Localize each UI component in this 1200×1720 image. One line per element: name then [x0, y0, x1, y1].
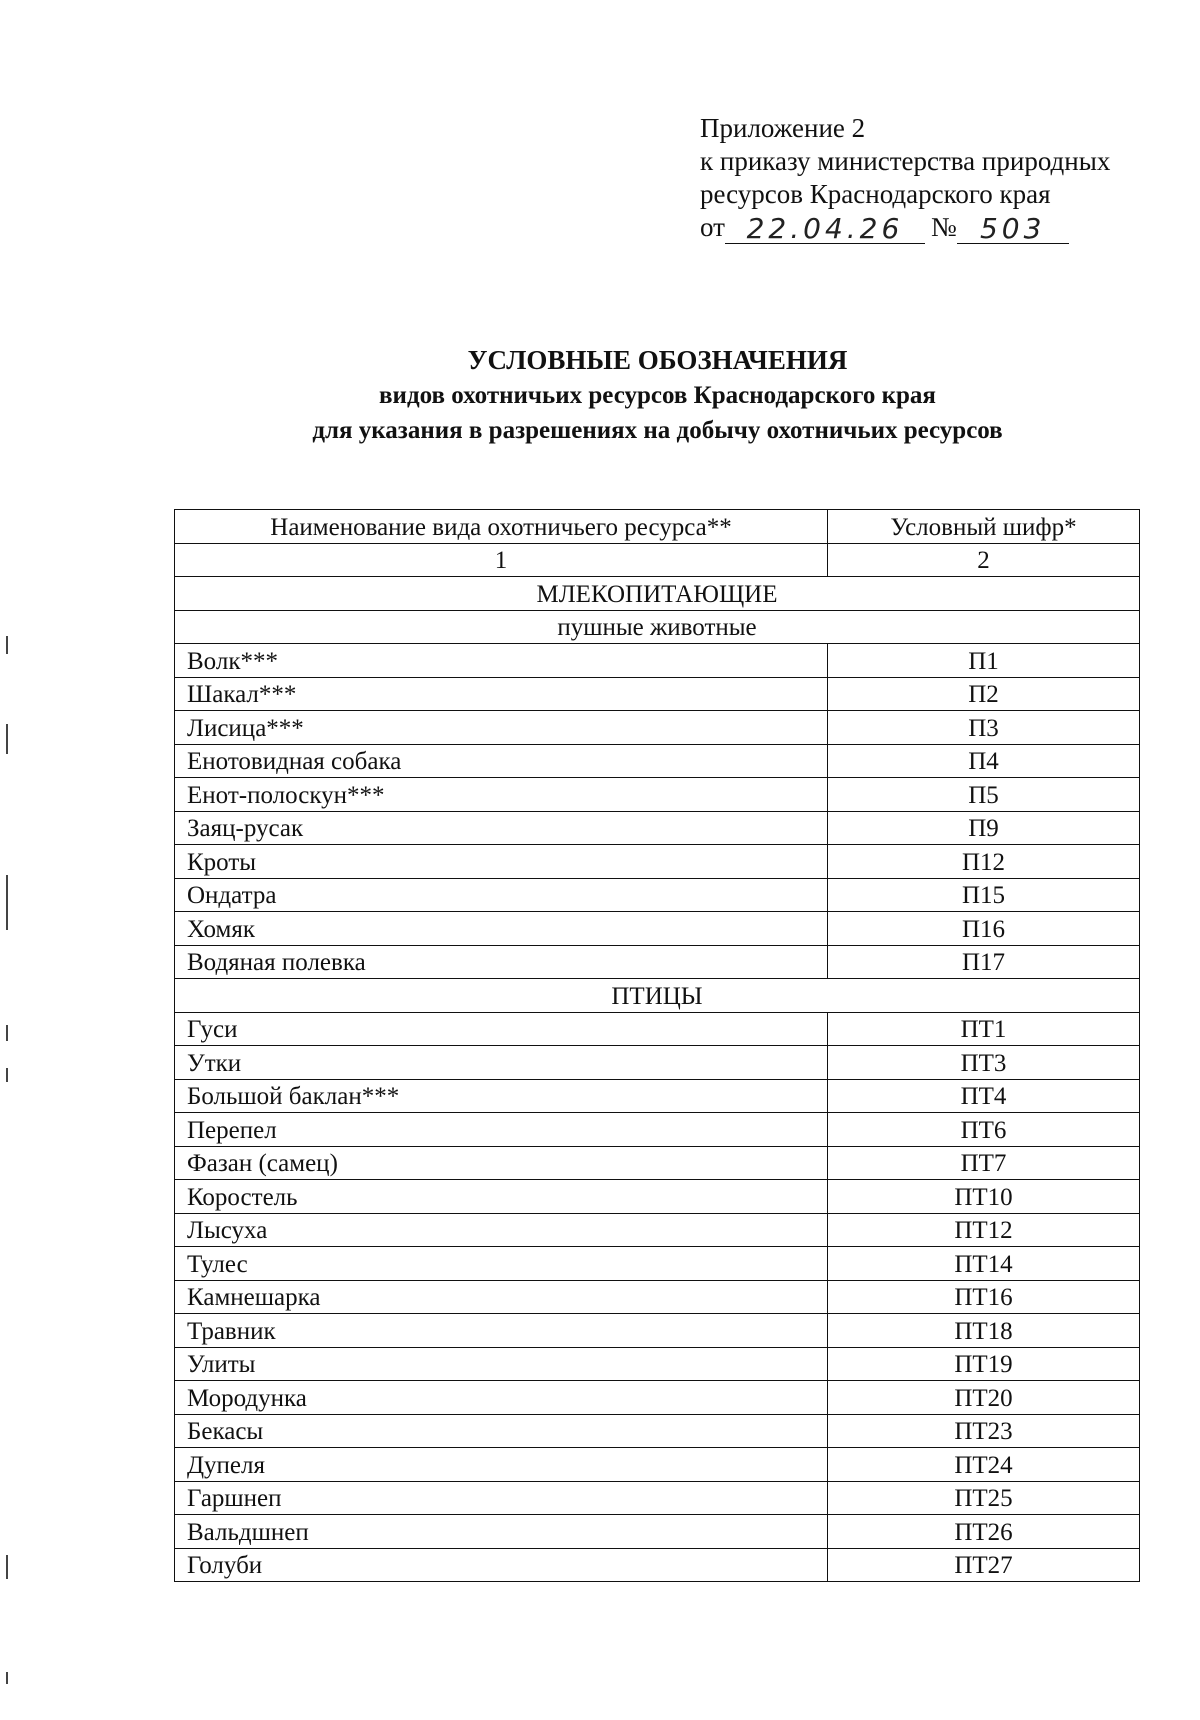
species-code: ПТ7 [828, 1146, 1140, 1180]
annex-title: Приложение 2 [700, 113, 866, 143]
scan-edge-mark [6, 875, 8, 930]
document-subtitle-1: видов охотничьих ресурсов Краснодарского края [379, 382, 936, 409]
table-row [175, 1247, 1140, 1281]
table-row [175, 1046, 1140, 1080]
species-name: Волк*** [175, 644, 828, 678]
table-row [175, 811, 1140, 845]
annex-ministry: ресурсов Краснодарского края [700, 179, 1051, 209]
species-name: Тулес [175, 1247, 828, 1281]
handwritten-number: 503 [957, 215, 1069, 244]
table-row [175, 1113, 1140, 1147]
table-row [175, 644, 1140, 678]
annex-date-line [700, 211, 1110, 244]
section-mammals: МЛЕКОПИТАЮЩИЕ [175, 577, 1140, 611]
document-title: УСЛОВНЫЕ ОБОЗНАЧЕНИЯ [467, 345, 848, 375]
species-name: Дупеля [175, 1448, 828, 1482]
table-row [175, 1213, 1140, 1247]
table-row [175, 711, 1140, 745]
scan-edge-mark [6, 1672, 8, 1684]
species-name: Вальдшнеп [175, 1515, 828, 1549]
table-row [175, 1146, 1140, 1180]
species-name: Водяная полевка [175, 945, 828, 979]
species-code: ПТ27 [828, 1548, 1140, 1582]
table-row [175, 1079, 1140, 1113]
table-row [175, 1481, 1140, 1515]
document-subtitle-2: для указания в разрешениях на добычу охотничьих ресурсов [312, 417, 1003, 444]
species-code: ПТ6 [828, 1113, 1140, 1147]
species-name: Енотовидная собака [175, 744, 828, 778]
table-row [175, 744, 1140, 778]
table-row [175, 1280, 1140, 1314]
species-code: ПТ25 [828, 1481, 1140, 1515]
species-code: ПТ16 [828, 1280, 1140, 1314]
species-code: П17 [828, 945, 1140, 979]
annex-block [700, 112, 1110, 244]
codes-table [174, 509, 1140, 1582]
table-row [175, 1515, 1140, 1549]
species-name: Травник [175, 1314, 828, 1348]
species-name: Голуби [175, 1548, 828, 1582]
subsection-row-fur [175, 610, 1140, 644]
species-name: Заяц-русак [175, 811, 828, 845]
species-name: Улиты [175, 1347, 828, 1381]
table-row [175, 778, 1140, 812]
species-name: Лысуха [175, 1213, 828, 1247]
species-name: Лисица*** [175, 711, 828, 745]
table-row [175, 1347, 1140, 1381]
scan-edge-mark [6, 724, 8, 754]
species-name: Мородунка [175, 1381, 828, 1415]
table-header-row [175, 510, 1140, 544]
species-name: Камнешарка [175, 1280, 828, 1314]
species-code: П2 [828, 677, 1140, 711]
species-code: ПТ24 [828, 1448, 1140, 1482]
species-code: П16 [828, 912, 1140, 946]
species-name: Перепел [175, 1113, 828, 1147]
species-name: Фазан (самец) [175, 1146, 828, 1180]
number-label: № [930, 212, 957, 242]
species-code: П4 [828, 744, 1140, 778]
species-name: Кроты [175, 845, 828, 879]
column-numbers-row [175, 543, 1140, 577]
document-heading [0, 342, 1200, 448]
species-code: ПТ3 [828, 1046, 1140, 1080]
table-row [175, 1314, 1140, 1348]
species-name: Гаршнеп [175, 1481, 828, 1515]
species-name: Хомяк [175, 912, 828, 946]
table-row [175, 945, 1140, 979]
species-name: Утки [175, 1046, 828, 1080]
species-code: ПТ10 [828, 1180, 1140, 1214]
column-number-2: 2 [828, 543, 1140, 577]
species-code: П15 [828, 878, 1140, 912]
handwritten-date: 22.04.26 [725, 215, 925, 244]
table-row [175, 1180, 1140, 1214]
header-code: Условный шифр* [828, 510, 1140, 544]
species-code: ПТ19 [828, 1347, 1140, 1381]
species-name: Коростель [175, 1180, 828, 1214]
species-code: ПТ4 [828, 1079, 1140, 1113]
table-row [175, 1448, 1140, 1482]
species-code: П9 [828, 811, 1140, 845]
species-code: П12 [828, 845, 1140, 879]
table-row [175, 677, 1140, 711]
species-name: Большой баклан*** [175, 1079, 828, 1113]
section-birds: ПТИЦЫ [175, 979, 1140, 1013]
section-row-mammals [175, 577, 1140, 611]
species-code: П5 [828, 778, 1140, 812]
species-name: Бекасы [175, 1414, 828, 1448]
scan-edge-mark [6, 1025, 8, 1041]
annex-order-ref: к приказу министерства природных [700, 146, 1111, 176]
from-label: от [700, 212, 725, 242]
header-name: Наименование вида охотничьего ресурса** [175, 510, 828, 544]
table-row [175, 1548, 1140, 1582]
species-code: ПТ12 [828, 1213, 1140, 1247]
table-row [175, 845, 1140, 879]
subsection-fur: пушные животные [175, 610, 1140, 644]
table-row [175, 912, 1140, 946]
species-code: П3 [828, 711, 1140, 745]
table-row [175, 878, 1140, 912]
species-name: Енот-полоскун*** [175, 778, 828, 812]
species-code: ПТ23 [828, 1414, 1140, 1448]
scan-edge-mark [6, 1555, 8, 1579]
table-row [175, 1012, 1140, 1046]
species-name: Шакал*** [175, 677, 828, 711]
species-code: ПТ14 [828, 1247, 1140, 1281]
table-row [175, 1414, 1140, 1448]
table-row [175, 1381, 1140, 1415]
species-name: Гуси [175, 1012, 828, 1046]
scan-edge-mark [6, 1068, 8, 1082]
species-code: ПТ20 [828, 1381, 1140, 1415]
species-code: ПТ18 [828, 1314, 1140, 1348]
species-code: ПТ1 [828, 1012, 1140, 1046]
species-code: П1 [828, 644, 1140, 678]
species-code: ПТ26 [828, 1515, 1140, 1549]
section-row-birds [175, 979, 1140, 1013]
scan-edge-mark [6, 636, 8, 654]
species-name: Ондатра [175, 878, 828, 912]
column-number-1: 1 [175, 543, 828, 577]
